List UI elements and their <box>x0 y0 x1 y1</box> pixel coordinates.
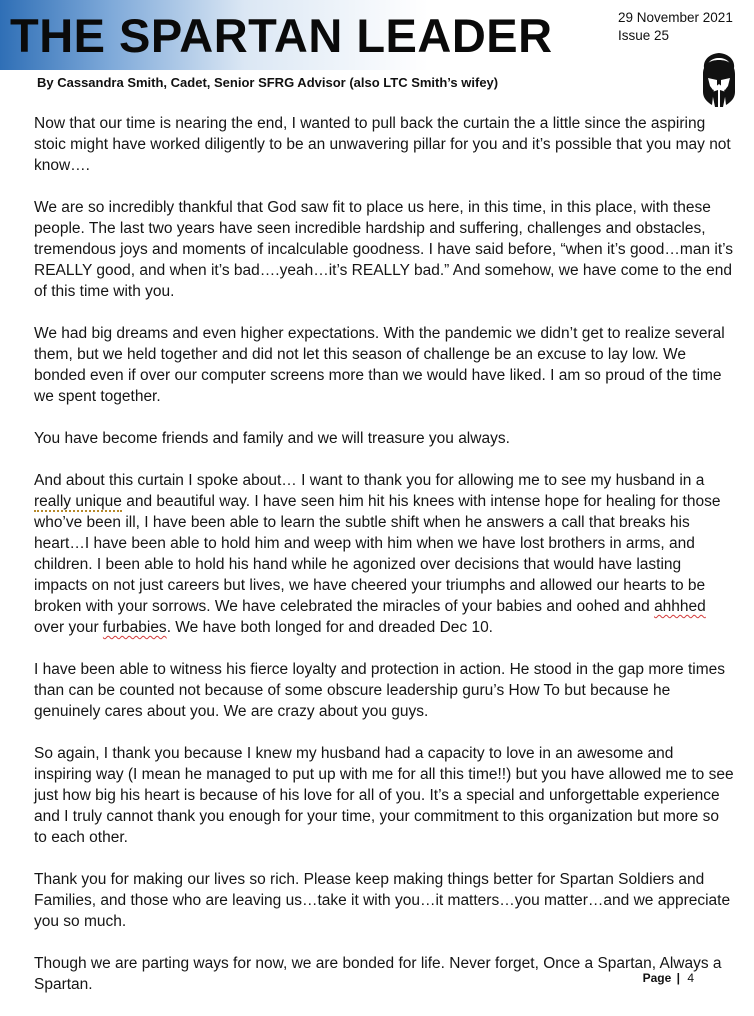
spartan-helmet-icon <box>691 52 747 110</box>
paragraph: Thank you for making our lives so rich. Please keep making things better for Spartan Soldiers and Families, and those who are leaving us…take it with you…it matters…you matter…and we appreciate you so much. <box>34 871 731 930</box>
masthead-banner <box>0 0 612 70</box>
text-run: over your <box>34 619 103 636</box>
paragraph: I have been able to witness his fierce loyalty and protection in action. He stood in the gap more times than can be counted not because of some obscure leadership guru’s How To but because he genuinely cares about you. We are crazy about you guys. <box>34 661 725 720</box>
author-byline: By Cassandra Smith, Cadet, Senior SFRG Advisor (also LTC Smith’s wifey) <box>37 75 499 90</box>
grammar-flagged-text: really unique <box>34 493 122 510</box>
issue-info <box>618 9 733 45</box>
paragraph: You have become friends and family and we will treasure you always. <box>34 430 510 447</box>
page-number: 4 <box>687 971 694 985</box>
page-footer <box>643 971 694 985</box>
page-separator: | <box>676 971 680 985</box>
spelling-flagged-text: ahhhed <box>654 598 706 615</box>
text-run: . We have both longed for and dreaded Dec 10. <box>166 619 493 636</box>
paragraph: So again, I thank you because I knew my husband had a capacity to love in an awesome and inspiring way (I mean he managed to put up with me for all this time!!) but you have allowed me to see just how big his heart is because of his love for all of you. It’s a special and unforgettable experience and I truly cannot thank you enough for your time, your commitment to this organization but more so to each other. <box>34 745 734 846</box>
article-body <box>34 113 734 1016</box>
paragraph: We are so incredibly thankful that God saw fit to place us here, in this time, in this place, with these people. The last two years have seen incredible hardship and suffering, challenges and obstacles, tremendous joys and moments of incalculable goodness. I have said before, “when it’s good…man it’s REALLY good, and when it’s bad….yeah…it’s REALLY bad.” And somehow, we have come to the end of this time with you. <box>34 199 734 300</box>
paragraph: Now that our time is nearing the end, I wanted to pull back the curtain the a little since the aspiring stoic might have worked diligently to be an unwavering pillar for you and it’s possible that you may not know…. <box>34 115 731 174</box>
paragraph: We had big dreams and even higher expectations. With the pandemic we didn’t get to realize several them, but we held together and did not let this season of challenge be an excuse to lay low. We bonded even if over our computer screens more than we would have liked. I am so proud of the time we spent together. <box>34 325 725 405</box>
spelling-flagged-text: furbabies <box>102 619 167 636</box>
text-run: and beautiful way. I have seen him hit his knees with intense hope for healing for those who’ve been ill, I have been able to learn the subtle shift when he answers a call that breaks his heart…I have been able to hold him and weep with him when we have lost brothers in arms, and children. I been able to hold his hand while he agonized over decisions that would have lasting impacts on not just careers but lives, we have cheered your triumphs and allowed our hearts to be broken with your sorrows. We have celebrated the miracles of your babies and oohed and <box>34 493 721 615</box>
issue-date: 29 November 2021 <box>618 10 733 25</box>
text-run: And about this curtain I spoke about… I want to thank you for allowing me to see my husband in a <box>34 472 705 489</box>
issue-number: Issue 25 <box>618 28 670 43</box>
paragraph: Though we are parting ways for now, we are bonded for life. Never forget, Once a Spartan, Always a Spartan. <box>34 955 722 993</box>
newsletter-title: THE SPARTAN LEADER <box>10 9 553 62</box>
paragraph <box>34 470 734 638</box>
page-label: Page <box>642 971 672 985</box>
